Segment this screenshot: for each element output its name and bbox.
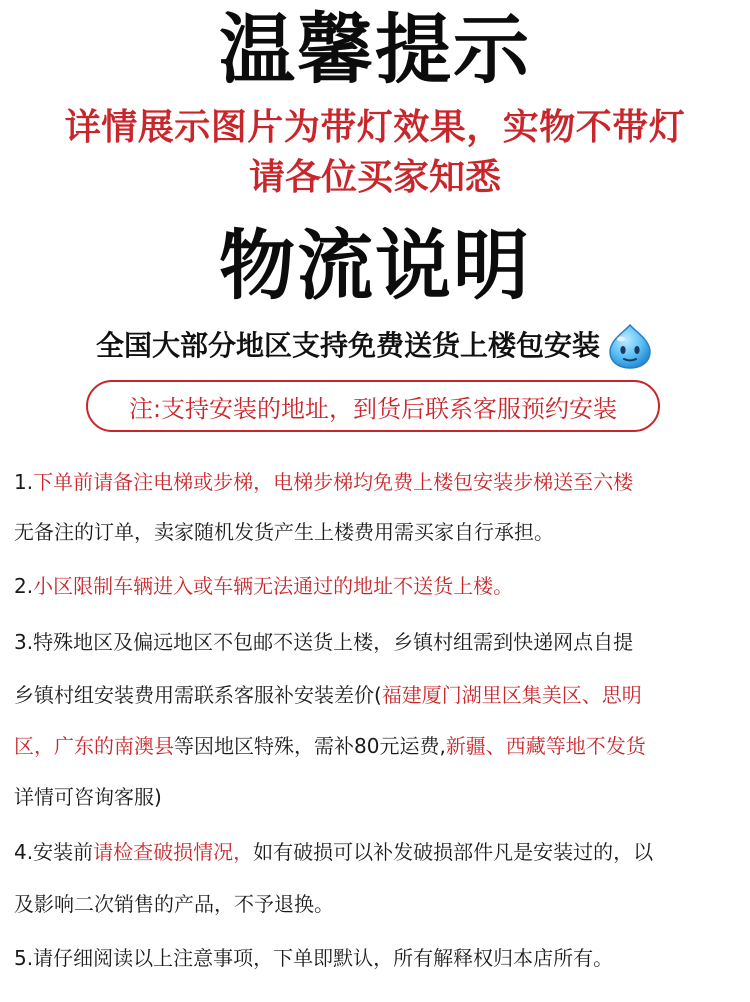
item-3-line-2-red: 福建厦门湖里区集美区、思明: [381, 683, 642, 707]
item-2-red-text: 小区限制车辆进入或车辆无法通过的地址不送货上楼。: [33, 574, 514, 598]
item-5-line-1: 5.请仔细阅读以上注意事项，下单即默认，所有解释权归本店所有。: [14, 946, 614, 970]
item-4-line-2: 及影响二次销售的产品，不予退换。: [14, 892, 334, 916]
item-2-number: 2.: [14, 574, 34, 598]
item-3-line-3-red-c: 新疆、西藏等地不发货: [445, 734, 646, 758]
item-1-line-2: 无备注的订单，卖家随机发货产生上楼费用需买家自行承担。: [14, 520, 554, 544]
item-3-line-2: [14, 681, 744, 709]
item-3-line-2-text: 乡镇村组安装费用需联系客服补安装差价(: [14, 683, 382, 707]
free-delivery-headline: 全国大部分地区支持免费送货上楼包安装: [95, 329, 600, 362]
item-3-line-3-red-a: 区，广东的南澳县: [14, 734, 174, 758]
lamp-effect-notice: 详情展示图片为带灯效果，实物不带灯: [64, 107, 686, 148]
item-4-line-1: [14, 838, 744, 866]
item-4-line-1-a: 4.安装前: [14, 840, 94, 864]
buyer-notice: 请各位买家知悉: [248, 157, 501, 198]
item-3-line-4: 详情可咨询客服): [14, 785, 162, 809]
item-3-line-1: 3.特殊地区及偏远地区不包邮不送货上楼，乡镇村组需到快递网点自提: [14, 630, 634, 654]
item-1-line-1: [14, 468, 744, 496]
warm-tips-title: 温馨提示: [219, 5, 531, 94]
install-note-pill: [86, 380, 660, 432]
water-drop-smile-icon: [606, 322, 654, 370]
item-1-number: 1.: [14, 470, 34, 494]
item-4-line-1-b: 如有破损可以补发破损部件凡是安装过的，以: [253, 840, 654, 864]
item-3-line-3: [14, 732, 744, 760]
item-1-red-text: 下单前请备注电梯或步梯，电梯步梯均免费上楼包安装步梯送至六楼: [33, 470, 634, 494]
item-4-line-1-red: 请检查破损情况，: [93, 840, 254, 864]
install-note-text: 注:支持安装的地址，到货后联系客服预约安装: [128, 394, 618, 423]
item-2-line: [14, 572, 744, 600]
free-delivery-headline-row: [0, 318, 750, 374]
item-3-line-3-text: 等因地区特殊，需补80元运费,: [174, 734, 446, 758]
logistics-title: 物流说明: [219, 221, 531, 310]
